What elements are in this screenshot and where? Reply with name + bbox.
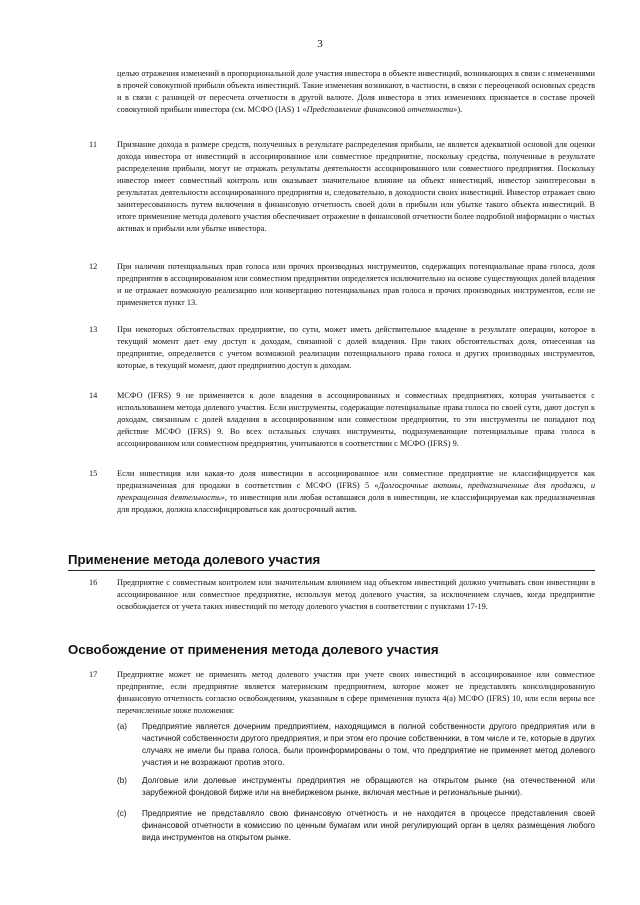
subparagraph-text: Долговые или долевые инструменты предприятия не обращаются на открытом рынке (на отечественной или зарубежной фондовой бирже или на внебиржевом рынке, включая местные и региональные рынки). — [142, 776, 595, 797]
paragraph-12 — [80, 261, 595, 309]
continued-text: целью отражения изменений в пропорциональной доле участия инвестора в объекте инвестиций, возникающих в связи с изменениями в прочей совокупной прибыли объекта инвестиций. Такие изменения возникают, в частности, в связи с переоценкой основных средств и в связи с разницей от пересчета отчетности в другой валюте. Доля инвестора в этих изменениях признается в составе прочей совокупной прибыли инвестора (см. МСФО (IAS) 1 « — [117, 69, 595, 114]
paragraph-number: 13 — [89, 325, 98, 334]
subparagraph-letter: (b) — [117, 776, 127, 785]
section-heading-exemption: Освобождение от применения метода долевого участия — [68, 642, 439, 657]
standard-reference: Представление финансовой отчетности — [306, 105, 454, 114]
paragraph-number: 16 — [89, 578, 98, 587]
paragraph-17 — [80, 669, 595, 717]
paragraph-number: 15 — [89, 469, 98, 478]
subparagraph-text: Предприятие является дочерним предприятием, находящимся в полной собственности другого предприятия или в частичной собственности другого предприятия, и при этом его прочие собственники, в том числе и те, которые в других случаях не имели бы права голоса, были проинформированы о том, что предприятие не применяет метод долевого участия и не возражают против этого. — [142, 722, 595, 767]
paragraph-text: При наличии потенциальных прав голоса или прочих производных инструментов, содержащих потенциальные права голоса, доля предприятия в ассоциированном или совместном предприятии определяется исключительно на основе существующих долей владения и не отражает возможную реализацию или конвертацию потенциальных прав голоса и прочих производных инструментов, если не применяется пункт 13. — [117, 262, 595, 307]
page-number: 3 — [317, 38, 323, 50]
continued-paragraph — [117, 68, 595, 116]
section-divider — [68, 570, 595, 571]
paragraph-number: 12 — [89, 262, 98, 271]
paragraph-15 — [80, 468, 595, 516]
paragraph-number: 14 — [89, 391, 98, 400]
paragraph-11 — [80, 139, 595, 235]
paragraph-text: Предприятие с совместным контролем или значительным влиянием над объектом инвестиций должно учитывать свои инвестиции в ассоциированное или совместное предприятие, используя метод долевого участия, за исключением случаев, когда предприятие освобождается от учета таких инвестиций по методу долевого участия в соответствии с пунктами 17-19. — [117, 578, 595, 611]
subparagraph-a — [80, 721, 595, 769]
subparagraph-letter: (c) — [117, 809, 127, 818]
paragraph-number: 17 — [89, 670, 98, 679]
subparagraph-c — [80, 808, 595, 844]
paragraph-text-end: », то инвестиция или любая оставшаяся доля в инвестиции, не классифицируемая как предназначенная для продажи, должна классифицироваться как долгосрочный актив. — [117, 493, 595, 514]
paragraph-text: Признание дохода в размере средств, полученных в результате распределения прибыли, не является адекватной основой для оценки дохода инвестора от инвестиций в ассоциированное или совместное предприятие, поскольку средства, полученные в результате распределения прибыли, могут не отражать результаты деятельности ассоциированного или совместного предприятия. Поскольку инвестор имеет совместный контроль или оказывает значительное влияние на объект инвестиций, инвестор заинтересован в результатах деятельности ассоциированного предприятия и, следовательно, в доходности своих инвестиций. Инвестор отражает свою заинтересованность путем включения в финансовую отчетность своей доли в прибыли или убытке такого объекта инвестиций. В итоге применение метода долевого участия обеспечивает отражение в финансовой отчетности более подробной информации о чистых активах и прибыли или убытке инвестора. — [117, 140, 595, 233]
paragraph-text: При некоторых обстоятельствах предприятие, по сути, может иметь действительное владение в результате операции, которое в текущий момент дает ему доступ к доходам, связанной с долей владения. При таких обстоятельствах доля, отнесенная на предприятие, определяется с учетом возможной реализации потенциального права голоса и других производных инструментов, которые, в текущий момент, дают предприятию доступ к доходам. — [117, 325, 595, 370]
paragraph-text: Предприятие может не применять метод долевого участия при учете своих инвестиций в ассоциированное или совместное предприятие, если предприятие является материнским предприятием, которое может не представлять консолидированную финансовую отчетность согласно освобождениям, указанным в сфере применения пункта 4(а) МСФО (IFRS) 10, или если верны все перечисленные ниже положения: — [117, 670, 595, 715]
paragraph-text-start: Если инвестиция или какая-то доля инвестиции в ассоциированное или совместное предприятие не классифицируется как предназначенная для продажи в соответствии с МСФО (IFRS) 5 « — [117, 469, 595, 490]
paragraph-14 — [80, 390, 595, 450]
standard-reference: Долгосрочные активы, предназначенные для продажи, и прекращенная деятельность — [117, 481, 595, 502]
subparagraph-text: Предприятие не представляло свою финансовую отчетность и не находится в процессе представления своей финансовой отчетности в комиссию по ценным бумагам или иной регулирующий орган в целях размещения любого вида инструментов на открытом рынке. — [142, 809, 595, 842]
continued-text-end: »). — [453, 105, 463, 114]
subparagraph-b — [80, 775, 595, 799]
paragraph-text — [117, 468, 595, 516]
paragraph-number: 11 — [89, 140, 97, 149]
section-heading-equity-method: Применение метода долевого участия — [68, 552, 321, 567]
paragraph-16 — [80, 577, 595, 613]
paragraph-13 — [80, 324, 595, 372]
subparagraph-letter: (a) — [117, 722, 127, 731]
paragraph-text: МСФО (IFRS) 9 не применяется к доле владения в ассоциированных и совместных предприятиях, которая учитывается с использованием метода долевого участия. Если инструменты, содержащие потенциальные права голоса по своей сути, дают доступ к доходам, связанным с долей владения в ассоциированном или совместном предприятии, то эти инструменты не попадают под действие МСФО (IFRS) 9. Во всех остальных случаях инструменты, подразумевающие потенциальные права голоса в ассоциированном или совместном предприятии, учитываются в соответствии с МСФО (IFRS) 9. — [117, 391, 595, 448]
